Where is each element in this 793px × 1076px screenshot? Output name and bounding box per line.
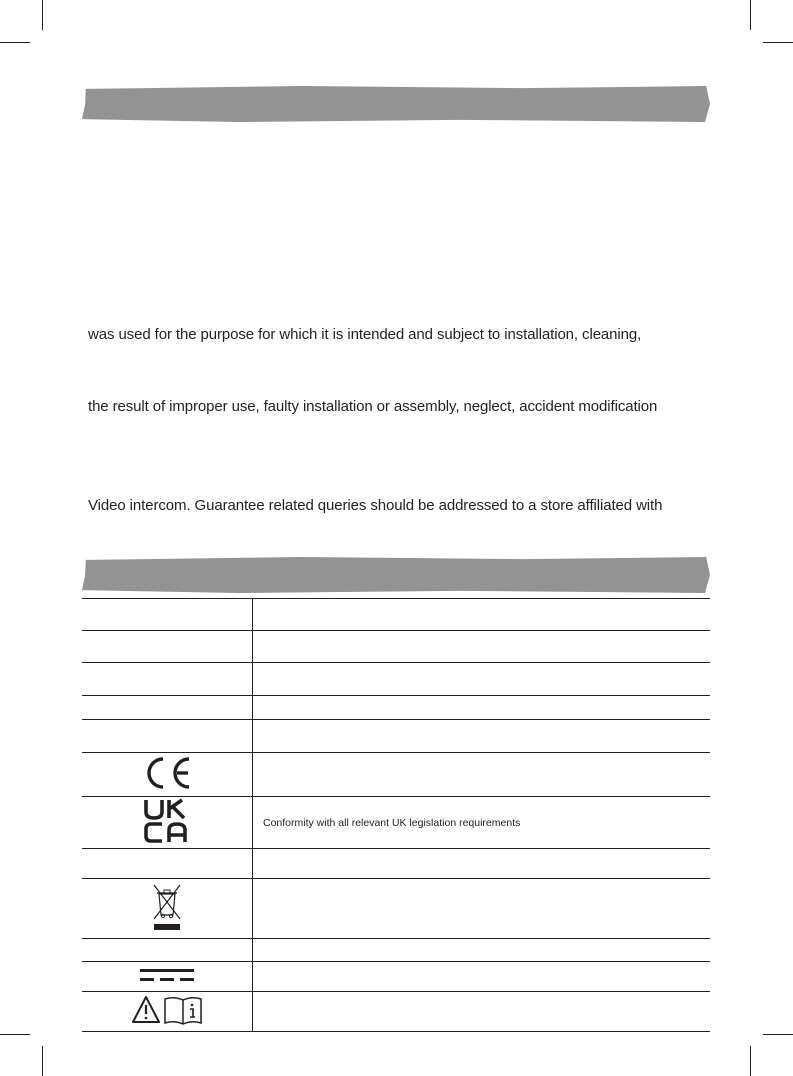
description-cell (253, 992, 711, 1032)
symbol-cell (82, 879, 253, 939)
description-cell (253, 663, 711, 696)
symbol-cell (82, 720, 253, 753)
table-row (82, 992, 710, 1032)
symbol-cell (82, 849, 253, 879)
table-row (82, 599, 710, 631)
description-cell (253, 962, 711, 992)
symbol-cell (82, 939, 253, 962)
table-row (82, 879, 710, 939)
guarantee-text-line: Video intercom. Guarantee related queries should be addressed to a store affiliated with (88, 497, 663, 514)
description-cell (253, 720, 711, 753)
warning-manual-icon (131, 994, 203, 1026)
crop-mark (0, 42, 30, 43)
description-cell (253, 939, 711, 962)
ukca-mark-icon (143, 798, 191, 844)
weee-bin-icon (151, 883, 183, 931)
symbol-cell (82, 663, 253, 696)
guarantee-text-line: was used for the purpose for which it is intended and subject to installation, cleaning, (88, 326, 642, 343)
description-cell (253, 599, 711, 631)
symbol-cell (82, 599, 253, 631)
description-cell: Conformity with all relevant UK legislation requirements (253, 797, 711, 849)
table-row (82, 720, 710, 753)
guarantee-text-line: the result of improper use, faulty installation or assembly, neglect, accident modification (88, 398, 658, 415)
table-row (82, 696, 710, 720)
symbol-cell (82, 797, 253, 849)
description-cell (253, 753, 711, 797)
description-cell (253, 879, 711, 939)
description-cell (253, 631, 711, 663)
crop-mark (750, 0, 751, 30)
symbol-cell (82, 696, 253, 720)
crop-mark (763, 1034, 793, 1035)
symbol-cell (82, 753, 253, 797)
table-row (82, 939, 710, 962)
description-cell (253, 696, 711, 720)
ce-mark-icon (141, 756, 193, 790)
table-row (82, 631, 710, 663)
symbol-cell (82, 992, 253, 1032)
description-cell (253, 849, 711, 879)
table-row (82, 753, 710, 797)
symbol-cell (82, 631, 253, 663)
specifications-banner (82, 557, 710, 593)
direct-current-icon (139, 967, 195, 983)
table-row (82, 663, 710, 696)
specifications-table (82, 598, 710, 1032)
crop-mark (763, 42, 793, 43)
table-row (82, 962, 710, 992)
symbol-cell (82, 962, 253, 992)
guarantee-banner (82, 86, 710, 122)
crop-mark (42, 1046, 43, 1076)
table-row (82, 797, 710, 849)
crop-mark (0, 1034, 30, 1035)
crop-mark (750, 1046, 751, 1076)
crop-mark (42, 0, 43, 30)
table-row (82, 849, 710, 879)
